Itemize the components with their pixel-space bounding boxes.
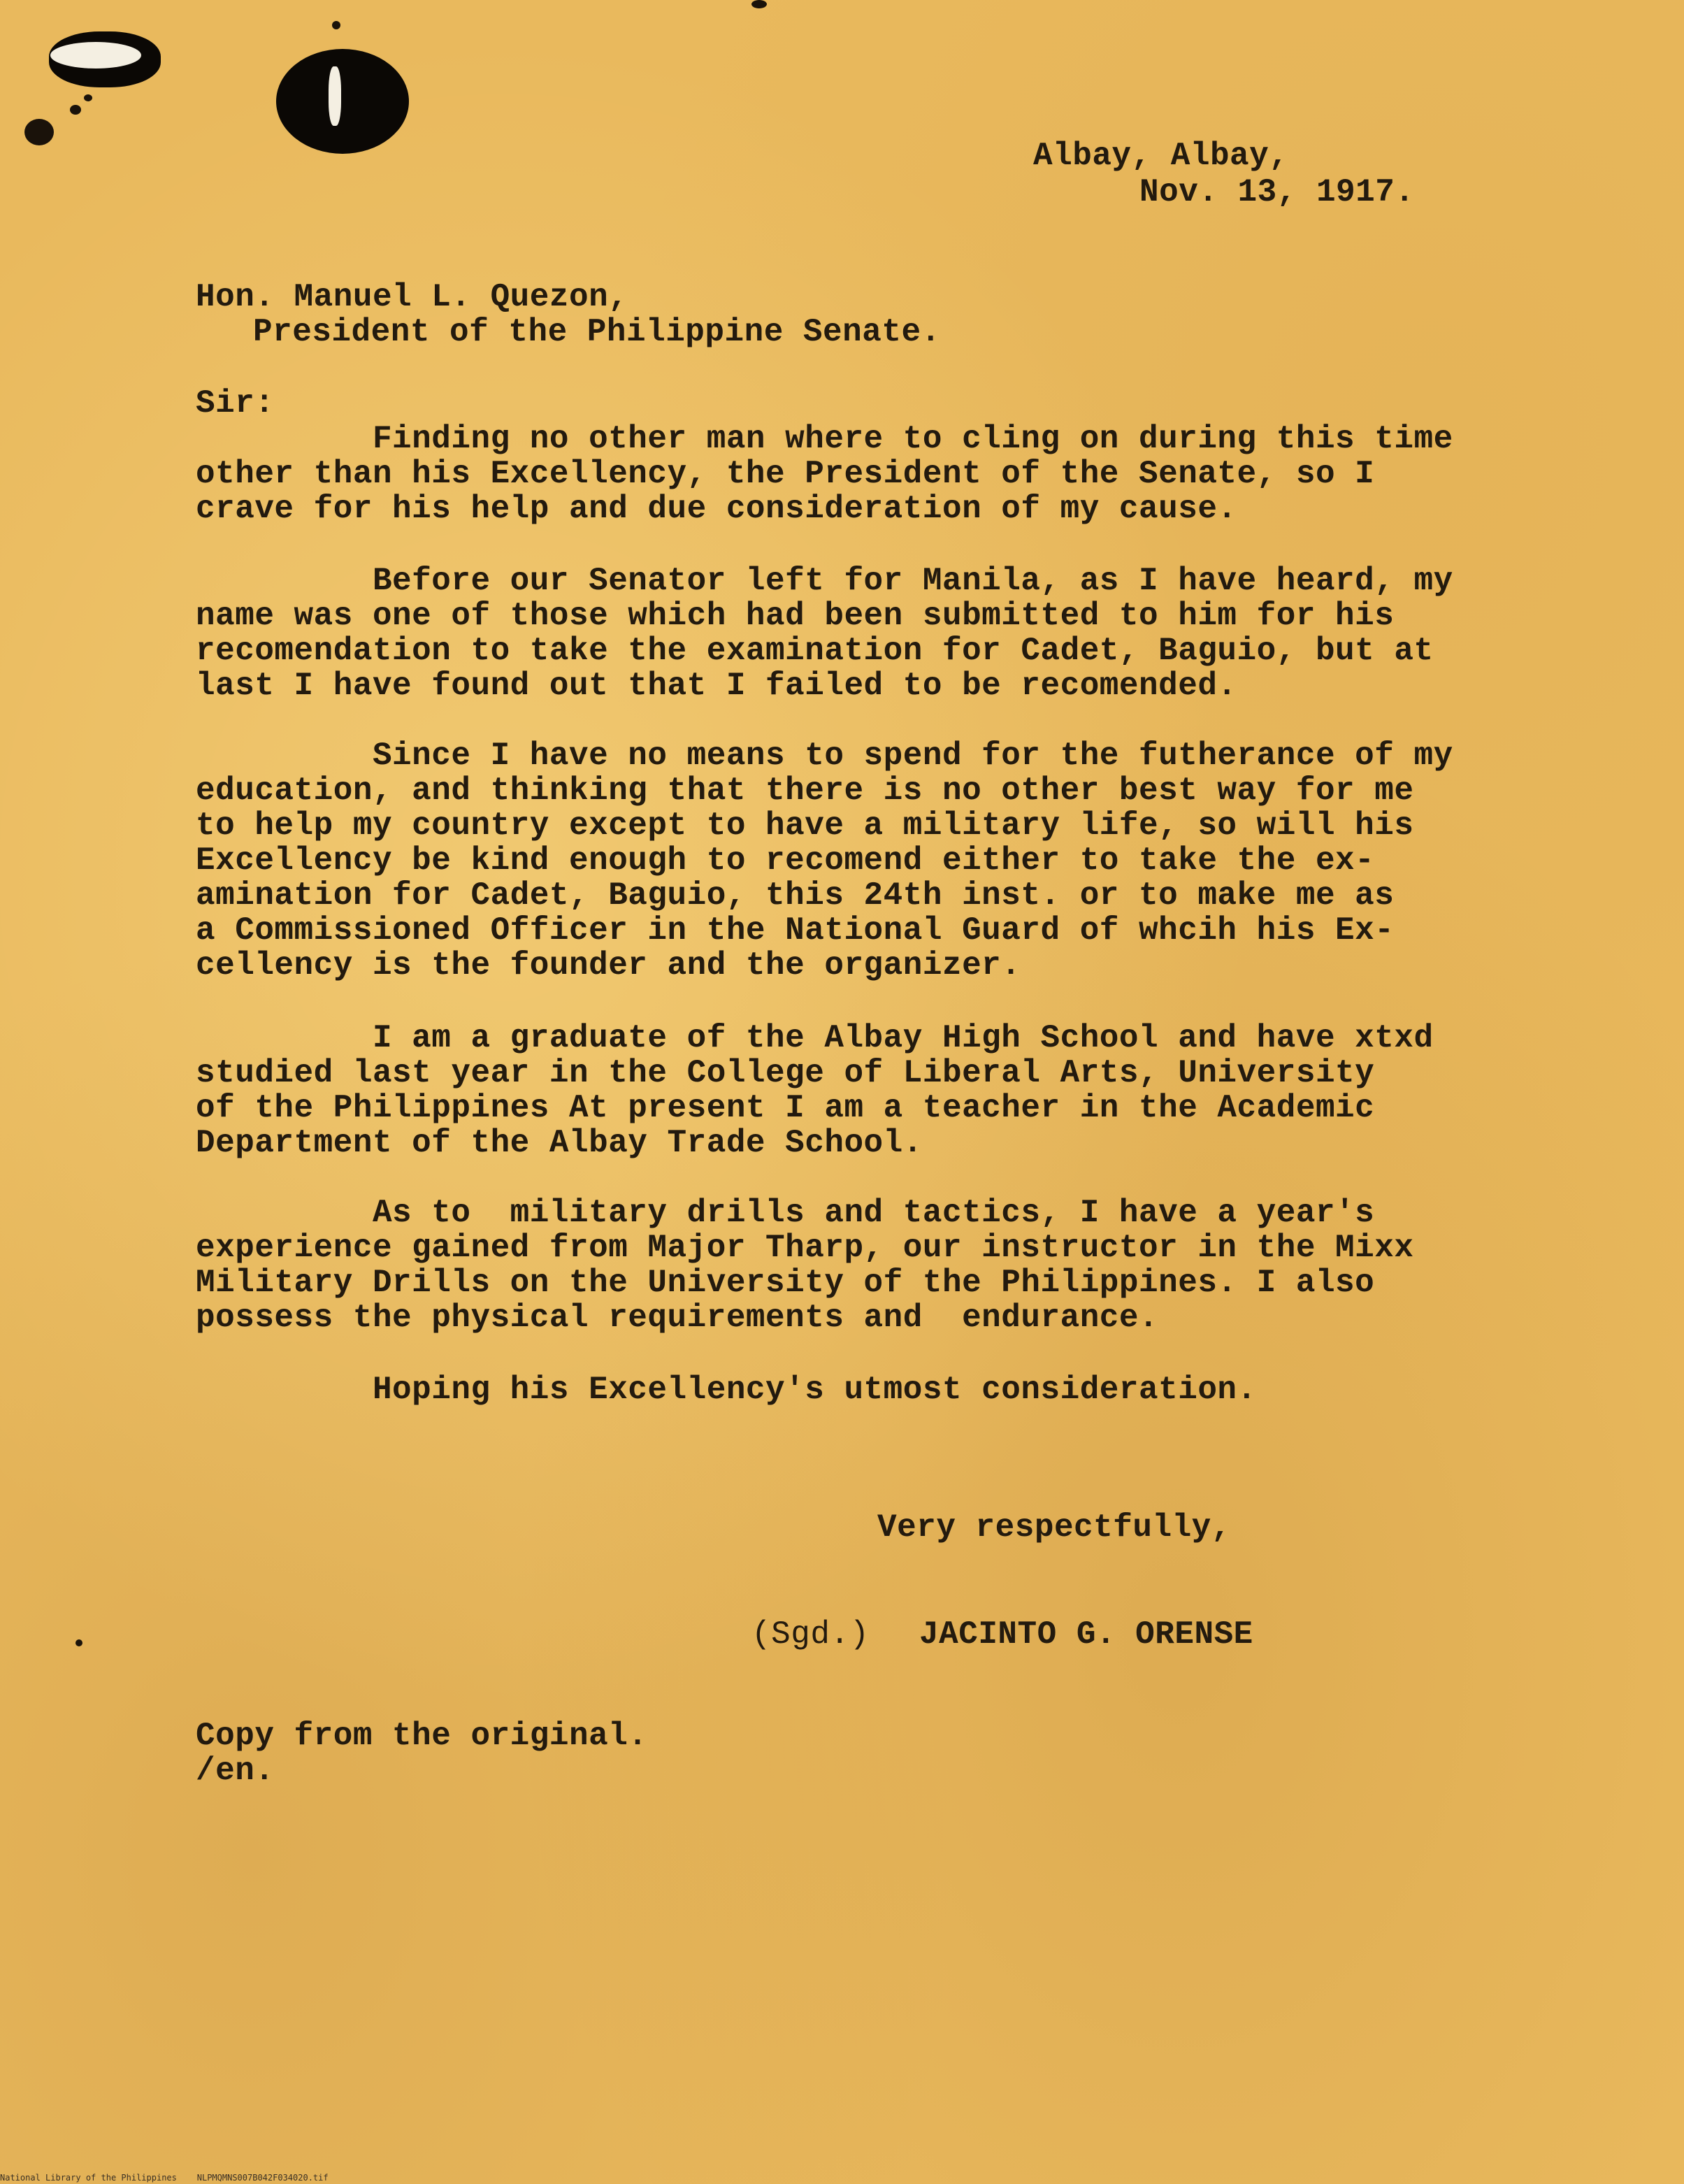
signature-prefix: (Sgd.) [751, 1616, 870, 1653]
letter-place: Albay, Albay, [1033, 138, 1289, 174]
ink-speck [70, 105, 81, 115]
body-paragraph-5: As to military drills and tactics, I have a year's experience gained from Major Tharp, our instructor in the Mixx Military Drills on the University of the Philippines. I also possess the physical requirements and endurance. [196, 1195, 1414, 1336]
burn-mark-tear [50, 42, 141, 69]
ink-speck [75, 1639, 82, 1646]
recipient-title: President of the Philippine Senate. [253, 314, 941, 350]
ink-speck [751, 0, 767, 8]
scan-caption: National Library of the Philippines NLPMQMNS007B042F034020.tif [0, 2173, 329, 2183]
ink-speck [24, 119, 54, 145]
closing: Very respectfully, [877, 1509, 1231, 1546]
ink-speck [332, 21, 340, 29]
body-paragraph-2: Before our Senator left for Manila, as I have heard, my name was one of those which had been submitted to him for his recomendation to take the examination for Cadet, Baguio, but at last I have found out that I failed to be recomended. [196, 563, 1453, 704]
signature-name: JACINTO G. ORENSE [919, 1616, 1253, 1653]
body-paragraph-1: Finding no other man where to cling on during this time other than his Excellency, the President of the Senate, so I crave for his help and due consideration of my cause. [196, 421, 1453, 527]
punch-hole-tear [329, 66, 341, 126]
recipient-name: Hon. Manuel L. Quezon, [196, 279, 628, 315]
ink-speck [84, 94, 92, 101]
initials: /en. [196, 1753, 275, 1789]
letter-date: Nov. 13, 1917. [1139, 174, 1415, 210]
body-paragraph-4: I am a graduate of the Albay High School and have xtxd studied last year in the College of Liberal Arts, University of the Philippines At present I am a teacher in the Academic Department of the Albay Trade School. [196, 1020, 1434, 1161]
body-paragraph-6: Hoping his Excellency's utmost consideration. [196, 1372, 1257, 1408]
body-paragraph-3: Since I have no means to spend for the futherance of my education, and thinking that there is no other best way for me to help my country except to have a military life, so will his Excellency be kind enough to recomend either to take the ex- amination for Cadet, Baguio, this 24th inst. or to make me as a Commissioned Officer in the National Guard of whcih his Ex- cellency is the founder and the organizer. [196, 738, 1453, 984]
copy-note: Copy from the original. [196, 1718, 648, 1754]
punch-hole [276, 49, 409, 154]
salutation: Sir: [196, 385, 275, 422]
